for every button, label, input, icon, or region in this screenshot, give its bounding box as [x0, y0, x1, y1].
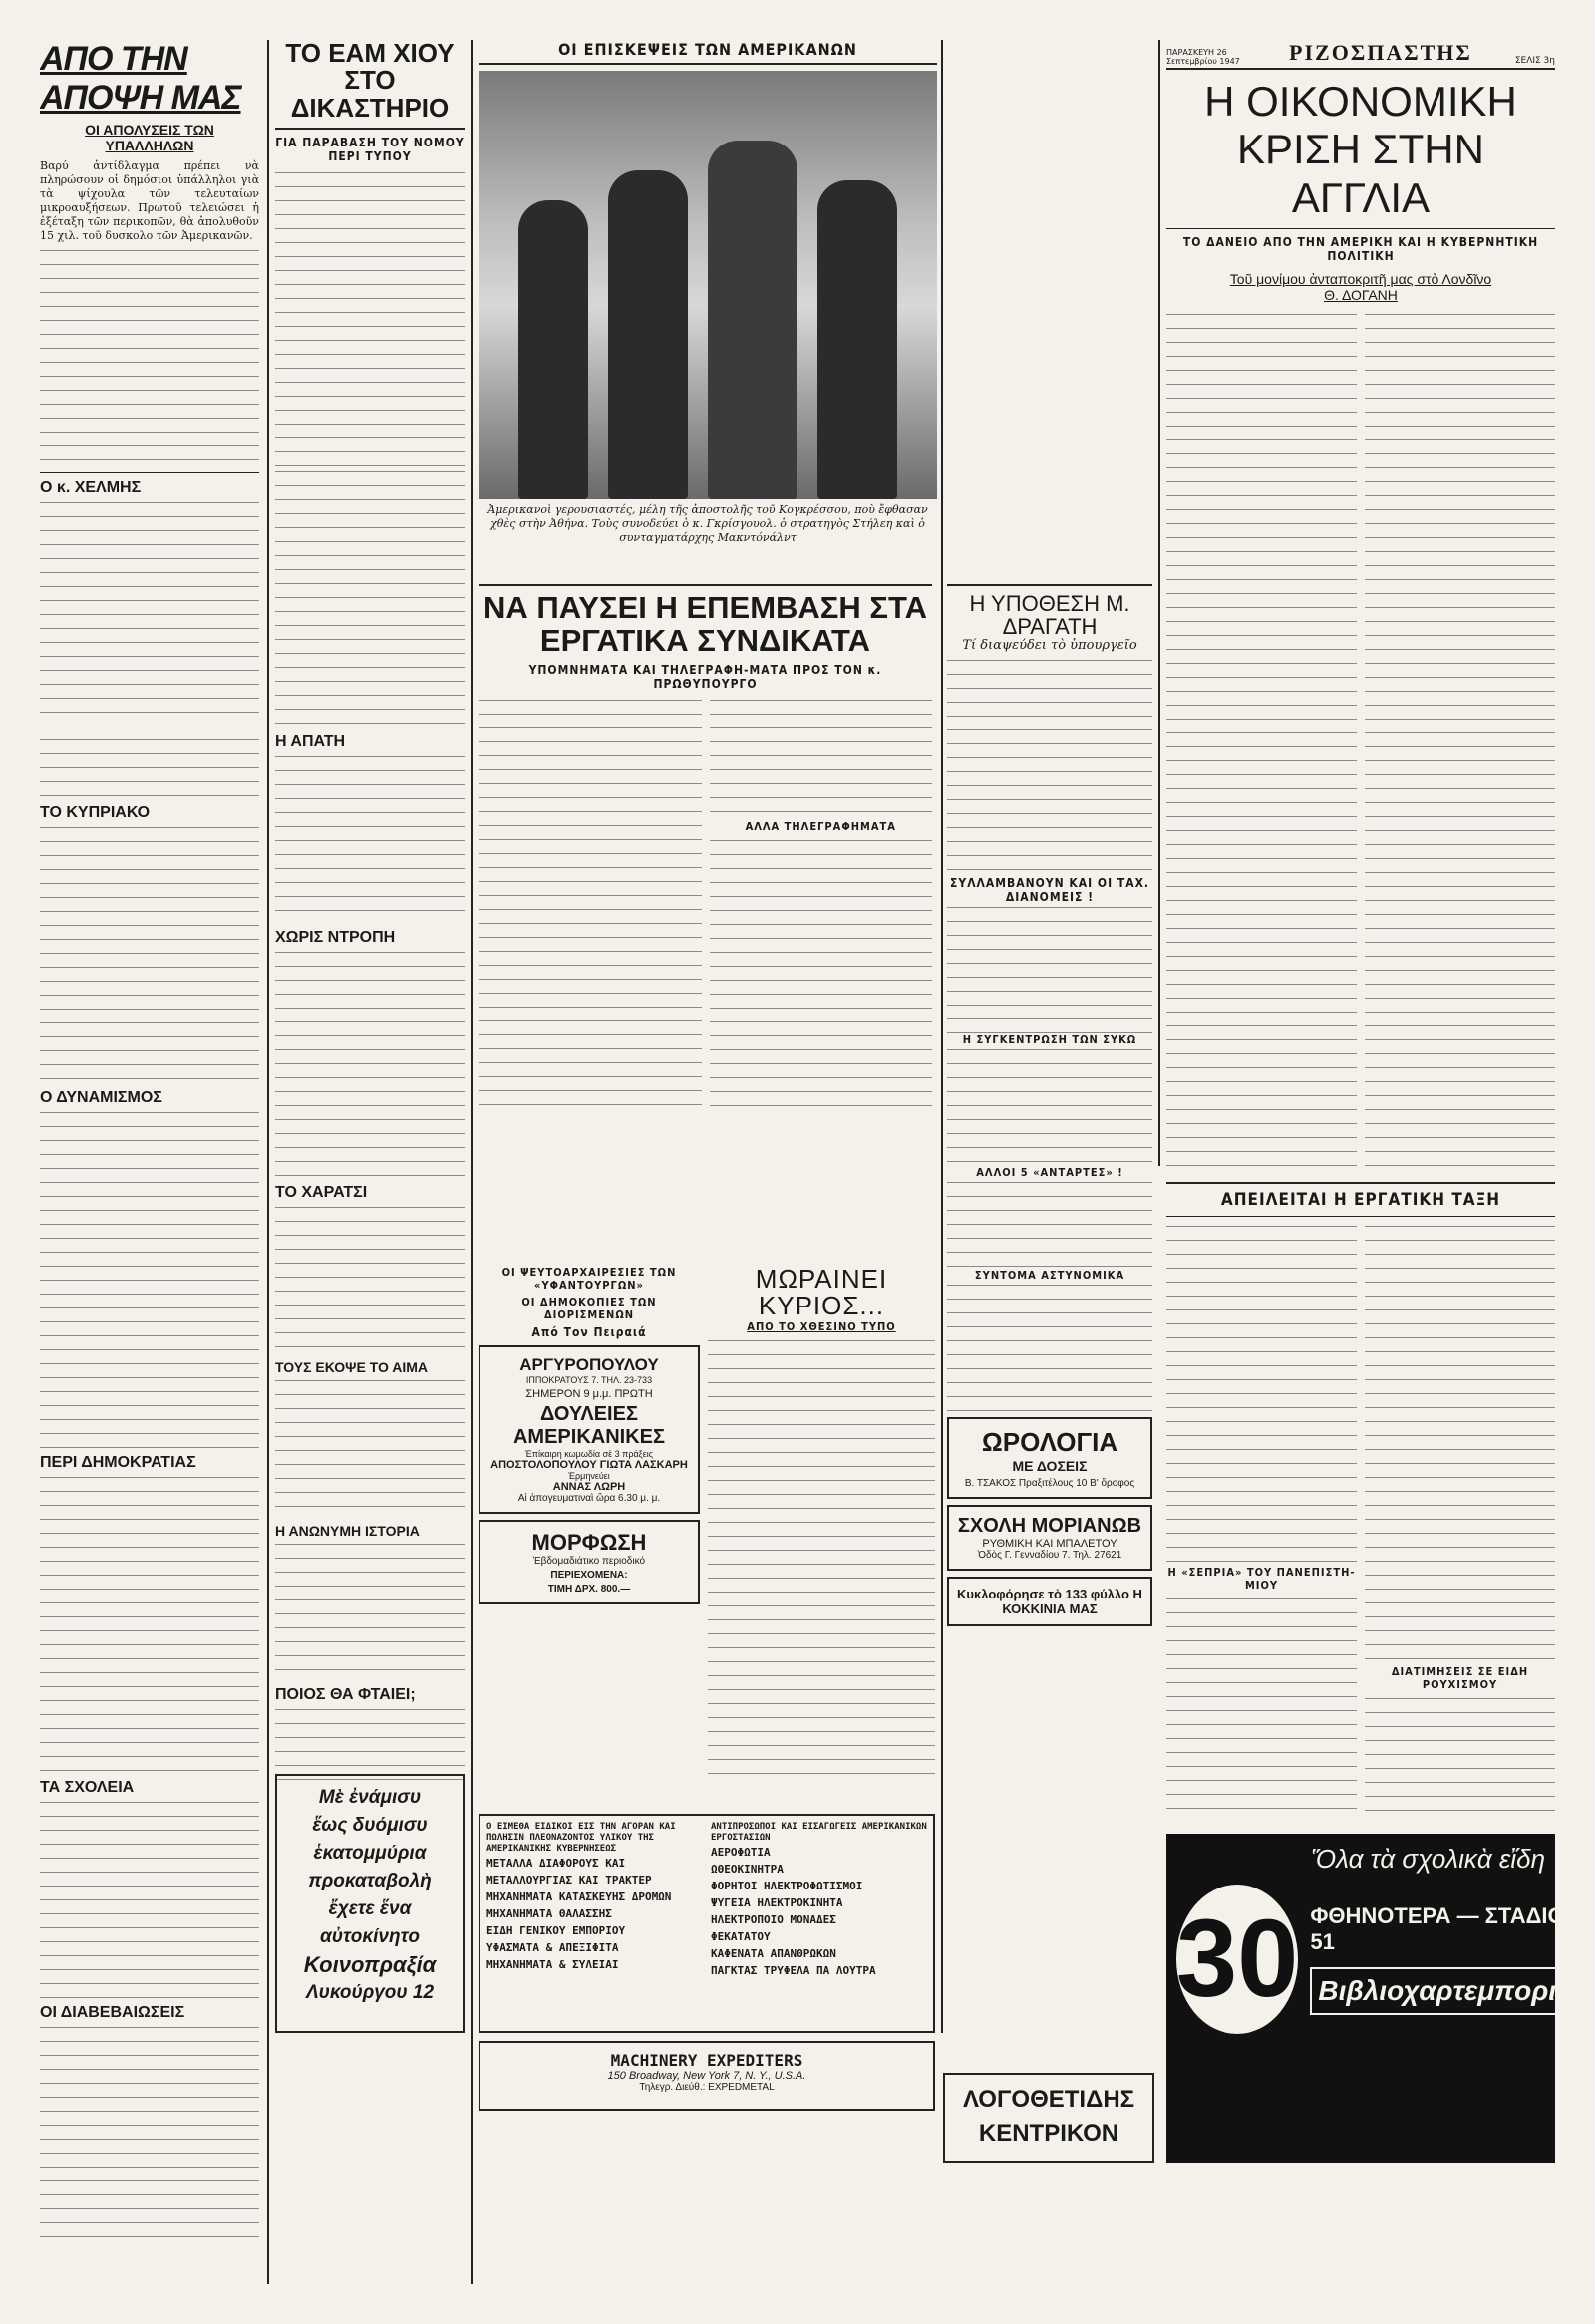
subhead-memoranda: ΥΠΟΜΝΗΜΑΤΑ ΚΑΙ ΤΗΛΕΓΡΑΦΗ-ΜΑΤΑ ΠΡΟΣ ΤΟΝ κ. ΠΡΩΘΥΠΟΥΡΓΟ [528, 663, 882, 692]
subhead-syko: Η ΣΥΓΚΕΝΤΡΩΣΗ ΤΩΝ ΣΥΚΩ [962, 1033, 1137, 1047]
divider [1166, 1182, 1555, 1184]
ad-line: ΥΦΑΣΜΑΤΑ & ΑΠΕΞΙΦΙΤΑ [486, 1941, 619, 1954]
body-text [40, 499, 259, 798]
body-text [275, 949, 465, 1178]
divider [478, 584, 932, 586]
divider [1166, 228, 1555, 229]
ad-list-right [711, 1822, 927, 1979]
body-text [947, 657, 1152, 876]
bookstore-line2: ΦΘΗΝΟΤΕΡΑ — ΣΤΑΔΙΟΥ 51 [1310, 1903, 1579, 1954]
ad-line: ΜΗΧΑΝΗΜΑΤΑ ΚΑΤΑΣΚΕΥΗΣ ΔΡΟΜΩΝ [486, 1890, 672, 1903]
body-text [40, 1474, 259, 1773]
theatre-perf: Αἱ ἀπογευματιναὶ ὥρα 6.30 μ. μ. [517, 1493, 661, 1504]
machinery-cable: Τηλεγρ. Διεύθ.: EXPEDMETAL [639, 2082, 775, 2093]
subhead-sepria: Η «ΣΕΠΡΙΑ» ΤΟΥ ΠΑΝΕΠΙΣΤΗ-ΜΙΟΥ [1167, 1566, 1356, 1592]
theatre-title: ΔΟΥΛΕΙΕΣ ΑΜΕΡΙΚΑΝΙΚΕΣ [512, 1403, 665, 1448]
ad-line: ΕΙΔΗ ΓΕΝΙΚΟΥ ΕΜΠΟΡΙΟΥ [486, 1924, 626, 1937]
machinery-name: MACHINERY EXPEDITERS [610, 2051, 803, 2070]
subhead-aima: ΤΟΥΣ ΕΚΟΨΕ ΤΟ ΑΙΜΑ [275, 1358, 429, 1375]
body-text [947, 1179, 1152, 1269]
ad-line: ΨΥΓΕΙΑ ΗΛΕΚΤΡΟΚΙΝΗΤΑ [711, 1896, 843, 1909]
body-text [275, 1204, 465, 1353]
ad-line: ΦΕΚΑΤΑΤΟΥ [711, 1930, 771, 1943]
section-title: ΑΠΟ ΤΗΝ ΑΠΟΨΗ ΜΑΣ [40, 40, 241, 117]
theatre-authors: ΑΠΟΣΤΟΛΟΠΟΥΛΟΥ ΓΙΩΤΑ ΛΑΣΚΑΡΗ [490, 1459, 688, 1471]
morfosi-advertisement [478, 1520, 700, 1604]
subhead-scholeia: ΤΑ ΣΧΟΛΕΙΑ [40, 1779, 135, 1796]
photo-figure [708, 141, 798, 499]
headline-threat: ΑΠΕΙΛΕΙΤΑΙ Η ΕΡΓΑΤΙΚΗ ΤΑΞΗ [1220, 1190, 1501, 1210]
car-advertisement [275, 1774, 465, 2033]
body-text [710, 837, 933, 1116]
photo-header: ΟΙ ΕΠΙΣΚΕΨΕΙΣ ΤΩΝ ΑΜΕΡΙΚΑΝΩΝ [478, 40, 937, 65]
photo-figure [817, 180, 897, 499]
photo-caption: Ἀμερικανοὶ γερουσιαστές, μέλη τῆς ἀποστολῆς τοῦ Κογκρέσσου, ποὺ ἔφθασαν χθὲς στὴν Ἀθήνα. Τοὺς συνοδεύει ὁ κ. Γκρίσγουολ. ὁ στρατηγὸς Στήλεη καὶ ὁ συνταγματάρχης Μακντόνάλντ [487, 503, 928, 544]
photo-block [478, 40, 937, 558]
body-text [1365, 1223, 1555, 1661]
body-text [1166, 1223, 1357, 1562]
bookstore-line1: Ὅλα τὰ σχολικὰ εἴδη [1310, 1844, 1545, 1874]
masthead-paper: ΡΙΖΟΣΠΑΣΤΗΣ [1289, 40, 1472, 65]
watches-advertisement [947, 1417, 1152, 1499]
body-text [1166, 1596, 1357, 1814]
ad-line: Κοινοπραξία [303, 1952, 437, 1977]
ad-line: ΜΗΧΑΝΗΜΑΤΑ ΘΑΛΑΣΣΗΣ [486, 1907, 612, 1920]
body-text [1166, 311, 1357, 1166]
syndicates-article [478, 578, 932, 1256]
threat-article [1166, 1176, 1555, 1814]
ad-list-left [486, 1822, 703, 1979]
subhead-astynomika: ΣΥΝΤΟΜΑ ΑΣΤΥΝΟΜΙΚΑ [974, 1269, 1125, 1283]
subhead-dimokopies: ΟΙ ΔΗΜΟΚΟΠΙΕΣ ΤΩΝ ΔΙΟΡΙΣΜΕΝΩΝ [521, 1296, 657, 1321]
divider [40, 472, 259, 473]
morfosi-price: ΤΙΜΗ ΔΡΧ. 800.— [547, 1584, 631, 1595]
school-addr: Ὁδὸς Γ. Γενναδίου 7. Τηλ. 27621 [977, 1550, 1122, 1562]
subhead-charatsi: ΤΟ ΧΑΡΑΤΣΙ [275, 1183, 368, 1201]
theatre-name: ΑΡΓΥΡΟΠΟΥΛΟΥ [519, 1355, 659, 1374]
machinery-advertisement [478, 1814, 935, 2033]
theatre-when: ΣΗΜΕΡΟΝ 9 μ.μ. ΠΡΩΤΗ [525, 1388, 653, 1400]
subhead-pseftoarchairesies: ΟΙ ΨΕΥΤΟΑΡΧΑΙΡΕΣΙΕΣ ΤΩΝ «ΥΦΑΝΤΟΥΡΓΩΝ» [501, 1266, 677, 1292]
school-title: ΣΧΟΛΗ ΜΟΡΙΑΝΩΒ [957, 1515, 1142, 1538]
watches-sub: ΜΕ ΔΟΣΕΙΣ [1012, 1458, 1088, 1475]
subhead-antartes: ΑΛΛΟΙ 5 «ΑΝΤΑΡΤΕΣ» ! [976, 1166, 1123, 1180]
ad-line: ΦΟΡΗΤΟΙ ΗΛΕΚΤΡΟΦΩΤΙΣΜΟΙ [711, 1880, 863, 1892]
ad-line: ΑΕΡΟΦΩΤΙΑ [711, 1846, 771, 1859]
subhead-choris-ntropi: ΧΩΡΙΣ ΝΤΡΟΠΗ [275, 928, 396, 946]
body-text [40, 2024, 259, 2243]
morfosi-title: ΜΟΡΦΩΣΗ [531, 1530, 647, 1555]
column-rule [941, 40, 943, 2033]
morfosi-contents: ΠΕΡΙΕΧΟΜΕΝΑ: [550, 1570, 628, 1581]
photo-image [478, 71, 937, 499]
body-text [40, 1799, 259, 1998]
body-text [275, 169, 465, 468]
headline-dragatis: Η ΥΠΟΘΕΣΗ Μ. ΔΡΑΓΑΤΗ [969, 591, 1130, 640]
ad-line: ΗΛΕΚΤΡΟΠΟΙΟ ΜΟΝΑΔΕΣ [711, 1913, 836, 1926]
ad-line: ΑΝΤΙΠΡΟΣΩΠΟΙ ΚΑΙ ΕΙΣΑΓΩΓΕΙΣ ΑΜΕΡΙΚΑΝΙΚΩΝ ΕΡΓΟΣΤΑΣΙΩΝ [711, 1822, 927, 1843]
murmur-article [708, 1266, 935, 1794]
ad-line: ΜΗΧΑΝΗΜΑΤΑ & ΣΥΛΕΙΑΙ [486, 1958, 619, 1971]
subhead-apati: Η ΑΠΑΤΗ [275, 732, 346, 750]
bookstore-advertisement [1166, 1834, 1589, 2163]
ad-line: ΩΘΕΟΚΙΝΗΤΡΑ [711, 1863, 784, 1876]
subhead-diavevaioseis: ΟΙ ΔΙΑΒΕΒΑΙΩΣΕΙΣ [40, 2004, 185, 2021]
subhead-dimokratia: ΠΕΡΙ ΔΗΜΟΚΡΑΤΙΑΣ [40, 1454, 196, 1471]
ad-line: Λυκούργου 12 [305, 1982, 435, 2003]
body-text [947, 1046, 1152, 1166]
subhead-loan: ΤΟ ΔΑΝΕΙΟ ΑΠΟ ΤΗΝ ΑΜΕΡΙΚΗ ΚΑΙ Η ΚΥΒΕΡΝΗΤΙΚΗ ΠΟΛΙΤΙΚΗ [1182, 234, 1539, 263]
body-text [947, 904, 1152, 1033]
theatre-star: ΑΝΝΑΣ ΛΩΡΗ [552, 1481, 626, 1493]
ad-line: ἔχετε ἕνα [328, 1898, 412, 1919]
column-rule [471, 40, 473, 2284]
body-text [40, 824, 259, 1083]
column-rule [1158, 40, 1160, 1166]
dragatis-article [947, 578, 1152, 2033]
watches-title: ΩΡΟΛΟΓΙΑ [981, 1427, 1118, 1458]
newspaper-page [40, 40, 1589, 2284]
machinery-addr: 150 Broadway, New York 7, N. Y., U.S.A. [607, 2070, 806, 2082]
body-text [275, 468, 465, 727]
school-advertisement [947, 1505, 1152, 1571]
morfosi-issue: Ἑβδομαδιάτικο περιοδικό [532, 1556, 646, 1567]
ad-line: αὐτοκίνητο [320, 1926, 420, 1947]
circulation-note: Κυκλοφόρησε τὸ 133 φύλλο Η ΚΟΚΚΙΝΙΑ ΜΑΣ [947, 1577, 1152, 1626]
body-text [1365, 311, 1555, 1166]
subhead-murmur: ΑΠΟ ΤΟ ΧΘΕΣΙΝΟ ΤΥΠΟ [747, 1319, 896, 1333]
ad-line: Ο ΕΙΜΕΘΑ ΕΙΔΙΚΟΙ ΕΙΣ ΤΗΝ ΑΓΟΡΑΝ ΚΑΙ ΠΩΛΗΣΙΝ ΠΛΕΟΝΑΖΟΝΤΟΣ ΥΛΙΚΟΥ ΤΗΣ ΑΜΕΡΙΚΑΝΙΚΗΣ ΚΥΒΕΡΝΗΣΕΩΣ [486, 1822, 676, 1854]
body-text [275, 753, 465, 923]
subhead-diatimisis: ΔΙΑΤΙΜΗΣΕΙΣ ΣΕ ΕΙΔΗ ΡΟΥΧΙΣΜΟΥ [1391, 1665, 1529, 1691]
subhead-dragatis: Τί διαψεύδει τὸ ὑπουργεῖο [962, 638, 1137, 654]
headline-syndicates: ΝΑ ΠΑΥΣΕΙ Η ΕΠΕΜΒΑΣΗ ΣΤΑ ΕΡΓΑΤΙΚΑ ΣΥΝΔΙΚΑΤΑ [482, 590, 928, 658]
subhead-helmis: Ο κ. ΧΕΛΜΗΣ [40, 479, 142, 496]
masthead [1166, 40, 1555, 70]
masthead-page: ΣΕΛΙΣ 3η [1514, 56, 1555, 66]
bookstore-line3: Βιβλιοχαρτεμπορική [1310, 1967, 1595, 2015]
ad-line: ΜΕΤΑΛΛΑ ΔΙΑΦΟΡΟΥΣ ΚΑΙ ΜΕΤΑΛΛΟΥΡΓΙΑΣ ΚΑΙ ΤΡΑΚΤΕΡ [486, 1857, 652, 1887]
body-text [947, 1282, 1152, 1411]
photo-figure [518, 200, 588, 499]
body-text [478, 697, 702, 1115]
divider [947, 584, 1152, 586]
subhead-anonymi: Η ΑΝΩΝΥΜΗ ΙΣΤΟΡΙΑ [275, 1522, 420, 1539]
body-text [40, 247, 259, 466]
headline-england: Η ΟΙΚΟΝΟΜΙΚΗ ΚΡΙΣΗ ΣΤΗΝ ΑΓΓΛΙΑ [1204, 78, 1517, 221]
headline-murmur: ΜΩΡΑΙΝΕΙ ΚΥΡΙΟΣ... [755, 1266, 888, 1321]
ad-line: Μὲ ἐνάμισυ [318, 1787, 422, 1808]
ad-line: ΚΑΦΕΝΑΤΑ ΑΠΑΝΘΡΩΚΩΝ [711, 1947, 836, 1960]
intro-text: Βαρύ ἀντίδλαγμα πρέπει νὰ πληρώσουν οἱ δημόσιοι ὑπάλληλοι γιὰ τὰ ψίχουλα τῶν τελευταίων μικροαυξήσεων. Πρωτοῦ τελειώσει ἡ ἐξέταξη τῶν περικοπῶν, θὰ ἀπολυθοῦν 15 χιλ. τοῦ δυσκολο τῶν Ἀμερικανῶν. [40, 159, 259, 242]
theatre-genre: Ἐπίκαιρη κωμωδία σὲ 3 πράξεις [524, 1449, 654, 1459]
subhead-tax: ΣΥΛΛΑΜΒΑΝΟΥΝ ΚΑΙ ΟΙ ΤΑΧ. ΔΙΑΝΟΜΕΙΣ ! [950, 876, 1149, 905]
subhead-other: ΑΛΛΑ ΤΗΛΕΓΡΑΦΗΜΑΤΑ [745, 820, 896, 834]
subhead-peiraia: Από Τον Πειραιά [531, 1325, 647, 1339]
watches-addr: Β. ΤΣΑΚΟΣ Πραξιτέλους 10 Β' ὄροφος [964, 1478, 1135, 1490]
subhead-poios: ΠΟΙΟΣ ΘΑ ΦΤΑΙΕΙ; [275, 1685, 416, 1703]
column-3 [478, 1266, 700, 1794]
subhead-dynamismos: Ο ΔΥΝΑΜΙΣΜΟΣ [40, 1089, 162, 1106]
theatre-addr: ΙΠΠΟΚΡΑΤΟΥΣ 7. ΤΗΛ. 23-733 [525, 1375, 653, 1385]
ad-line: ΠΑΓΚΤΑΣ ΤΡΥΦΕΛΑ ΠΑ ΛΟΥΤΡΑ [711, 1964, 876, 1977]
school-sub: ΡΥΘΜΙΚΗ ΚΑΙ ΜΠΑΛΕΤΟΥ [982, 1538, 1117, 1551]
masthead-date: ΠΑΡΑΣΚΕΥΗ 26 Σεπτεμβρίου 1947 [1166, 48, 1240, 66]
column-rule [267, 40, 269, 2284]
subhead-kypriako: ΤΟ ΚΥΠΡΙΑΚΟ [40, 804, 151, 821]
column-1 [40, 40, 259, 2284]
divider [1166, 1216, 1555, 1217]
logothetidis-advertisement: ΛΟΓΟΘΕΤΙΔΗΣ ΚΕΝΤΡΙΚΟΝ [943, 2073, 1154, 2163]
theatre-star-label: Ἑρμηνεύει [568, 1471, 610, 1481]
photo-figure [608, 170, 688, 499]
body-text [708, 1337, 935, 1776]
ad-line: ἑκατομμύρια [313, 1843, 427, 1864]
byline: Τοῦ μονίμου ἀνταποκριτῆ μας στὸ Λονδῖνο Θ. ΔΟΓΑΝΗ [1229, 270, 1492, 303]
theatre-advertisement [478, 1345, 700, 1514]
body-text [1365, 1695, 1555, 1814]
body-text [40, 1109, 259, 1448]
column-6 [1166, 40, 1555, 1166]
body-text [275, 1541, 465, 1680]
bookstore-number: 30 [1176, 1885, 1298, 2034]
ad-line: ἕως δυόμισυ [312, 1815, 428, 1836]
headline-eam-chiou: ΤΟ ΕΑΜ ΧΙΟΥ ΣΤΟ ΔΙΚΑΣΤΗΡΙΟ [285, 40, 455, 123]
machinery-footer [478, 2041, 935, 2111]
article-title: ΟΙ ΑΠΟΛΥΣΕΙΣ ΤΩΝ ΥΠΑΛΛΗΛΩΝ [85, 122, 214, 153]
subhead-typos: ΓΙΑ ΠΑΡΑΒΑΣΗ ΤΟΥ ΝΟΜΟΥ ΠΕΡΙ ΤΥΠΟΥ [275, 135, 465, 163]
body-text [710, 697, 933, 816]
divider [275, 128, 465, 130]
ad-line: προκαταβολὴ [308, 1871, 432, 1891]
body-text [275, 1377, 465, 1517]
